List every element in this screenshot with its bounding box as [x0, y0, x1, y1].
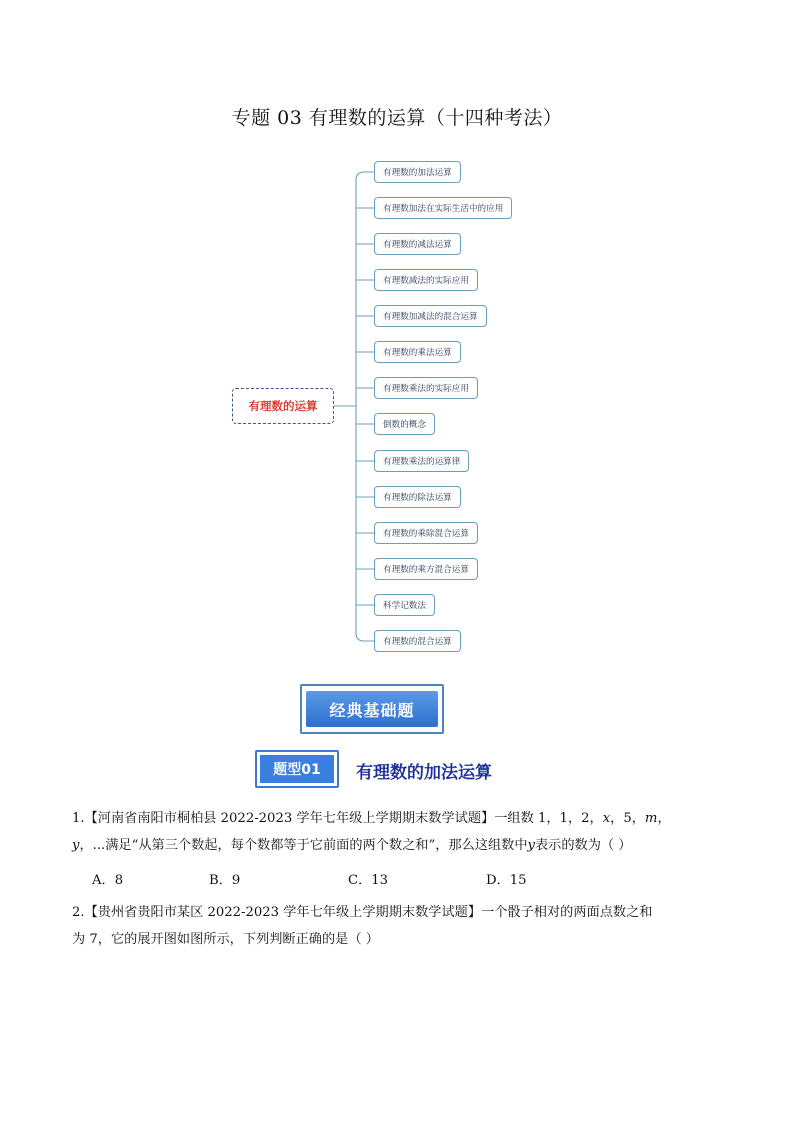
mindmap-branch: 科学记数法	[374, 594, 435, 616]
question-2-line-1: 2.【贵州省贵阳市某区 2022-2023 学年七年级上学期期末数学试题】一个骰子相对的两面点数之和	[72, 905, 653, 920]
mindmap-branch: 有理数的加法运算	[374, 161, 461, 183]
mindmap-branch: 有理数减法的实际应用	[374, 269, 478, 291]
mindmap-branch: 有理数的混合运算	[374, 630, 461, 652]
question-1	[72, 805, 732, 859]
mindmap-branch: 有理数乘法的运算律	[374, 450, 469, 472]
variable-y: y	[72, 838, 80, 853]
option-d: D．15	[486, 873, 527, 888]
question-1-text: 表示的数为（ ）	[534, 838, 632, 853]
mindmap-branch: 有理数的乘除混合运算	[374, 522, 478, 544]
question-2	[72, 899, 732, 953]
question-type-badge-label: 题型01	[260, 755, 334, 783]
section-banner	[300, 684, 444, 734]
variable-m: m	[644, 811, 658, 826]
option-a: A．8	[92, 873, 124, 888]
question-2-line-2: 为 7，它的展开图如图所示，下列判断正确的是（ ）	[72, 932, 379, 947]
mindmap-branch: 有理数乘法的实际应用	[374, 377, 478, 399]
mindmap-branch: 有理数加法在实际生活中的应用	[374, 197, 512, 219]
mindmap-branch: 有理数的除法运算	[374, 486, 461, 508]
mindmap-branch: 有理数的减法运算	[374, 233, 461, 255]
mindmap-branch: 倒数的概念	[374, 413, 435, 435]
variable-x: x	[602, 811, 611, 826]
question-1-line-2	[72, 832, 732, 859]
mindmap-branch: 有理数的乘法运算	[374, 341, 461, 363]
section-banner-label: 经典基础题	[306, 691, 438, 727]
question-1-line-1	[72, 805, 732, 832]
question-1-text: ，	[657, 811, 671, 826]
mindmap-branch: 有理数加减法的混合运算	[374, 305, 487, 327]
mindmap-root: 有理数的运算	[232, 388, 334, 424]
page-title: 专题 03 有理数的运算（十四种考法）	[231, 107, 563, 129]
question-1-text: 1.【河南省南阳市桐柏县 2022-2023 学年七年级上学期期末数学试题】一组数 1，1，2，	[72, 811, 603, 826]
question-1-text: ，5，	[610, 811, 645, 826]
question-type-title: 有理数的加法运算	[356, 763, 492, 783]
option-c: C．13	[348, 873, 389, 888]
mindmap-branch: 有理数的乘方混合运算	[374, 558, 478, 580]
option-b: B．9	[209, 873, 241, 888]
variable-y: y	[527, 838, 535, 853]
question-1-text: ，...满足“从第三个数起，每个数都等于它前面的两个数之和”，那么这组数中	[79, 838, 528, 853]
question-type-badge	[255, 750, 339, 788]
